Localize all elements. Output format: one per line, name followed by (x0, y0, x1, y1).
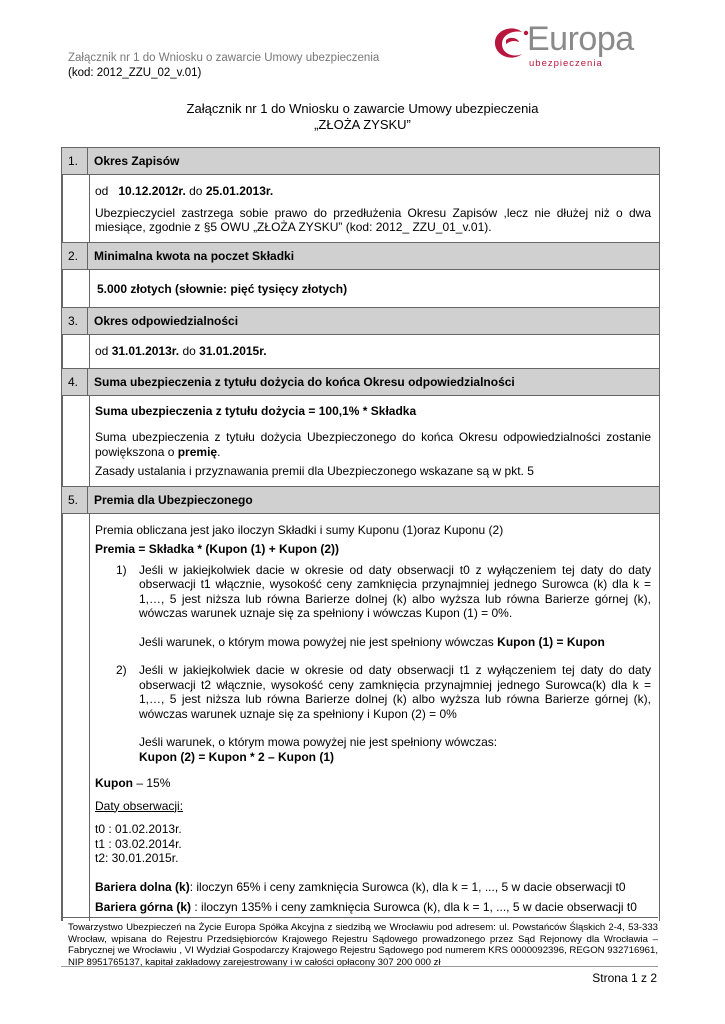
coupon-2-condition: Jeśli w jakiejkolwiek dacie w okresie od daty obserwacji t1 z wyłączeniem tej daty do daty obserwacji t2 włącznie, wysokość ceny zamknięcia przynajmniej jednego Surowca(k) dla k = 1,…, 5 jest niższa lub równa Barierze dolnej (k) albo wyższa lub równa Barierze górnej (k), wówczas warunek uznaje się za spełniony i Kupon (2) = 0% (139, 663, 651, 721)
section-body-2 (62, 270, 659, 309)
section-title: Minimalna kwota na poczet Składki (94, 248, 295, 263)
title-line-1: Załącznik nr 1 do Wniosku o zawarcie Umowy ubezpieczenia (186, 101, 539, 116)
bonus-intro: Premia obliczana jest jako iloczyn Składki i sumy Kuponu (1)oraz Kuponu (2) (95, 522, 504, 537)
section-body-1 (62, 175, 659, 243)
footer-divider (61, 917, 658, 918)
coupon-2-formula: Kupon (2) = Kupon * 2 – Kupon (1) (139, 749, 334, 764)
list-item: 1) Jeśli w jakiejkolwiek dacie w okresie od daty obserwacji t0 z wyłączeniem tej daty do daty obserwacji t1 włącznie, wysokość ceny zamknięcia przynajmniej jednego Surowca (k) dla k = 1,…, 5 jest niższa lub równa Barierze dolnej (k) albo wyższa lub równa Barierze górnej (k), wówczas warunek uznaje się za spełniony i wówczas Kupon (1) = 0%. Jeśli warunek, o którym mowa powyżej nie jest spełniony wówczas Kupon (1) = Kupon (116, 562, 651, 649)
section-number: 2. (62, 243, 88, 269)
coupon-value: Kupon – 15% (95, 776, 171, 790)
lower-barrier: Bariera dolna (k): iloczyn 65% i ceny zamknięcia Surowca (k), dla k = 1, ..., 5 w dacie obserwacji t0 (95, 879, 626, 894)
observation-dates-label: Daty obserwacji: (95, 798, 184, 813)
header-attachment-line: Załącznik nr 1 do Wniosku o zawarcie Umowy ubezpieczenia (68, 52, 380, 64)
bonus-formula: Premia = Składka * (Kupon (1) + Kupon (2)) (95, 542, 340, 556)
coupon-1-else: Jeśli warunek, o którym mowa powyżej nie jest spełniony wówczas Kupon (1) = Kupon (139, 634, 605, 649)
bonus-rules-reference: Zasady ustalania i przyznawania premii dla Ubezpieczonego wskazane są w pkt. 5 (95, 464, 534, 478)
upper-barrier: Bariera górna (k) : iloczyn 135% i ceny zamknięcia Surowca (k), dla k = 1, ..., 5 w dacie obserwacji t0 (95, 900, 637, 914)
section-body-3 (62, 335, 659, 369)
footer-divider-bottom (61, 966, 658, 967)
section-number: 1. (62, 148, 88, 174)
section-title: Okres Zapisów (94, 154, 180, 168)
company-footer: Towarzystwo Ubezpieczeń na Życie Europa Spółka Akcyjna z siedzibą we Wrocławiu pod adresem: ul. Powstańców Śląskich 2-4, 53-333 Wrocław, wpisana do Rejestru Przedsiębiorców Krajowego Rejestru Sądowego prowadzonego przez Sąd Rejonowy dla Wrocławia – Fabrycznej we Wrocławiu , VI Wydział Gospodarczy Krajowego Rejestru Sądowego pod numerem KRS 0000092396, REGON 932716961, NIP 8951765137, kapitał zakładowy zarejestrowany i w całości opłacony 307 200 000 zł (68, 922, 658, 968)
bonus-clause: Suma ubezpieczenia z tytułu dożycia Ubezpieczonego do końca Okresu odpowiedzialności zostanie powiększona o premię. (95, 430, 651, 459)
subscription-period: od 10.12.2012r. do 25.01.2013r. (95, 184, 274, 198)
extension-clause: Ubezpieczyciel zastrzega sobie prawo do przedłużenia Okresu Zapisów ,lecz nie dłużej niż o dwa miesiące, zgodnie z §5 OWU „ZŁOŻA ZYSKU” (kod: 2012_ ZZU_01_v.01). (95, 205, 651, 234)
section-number: 5. (62, 487, 88, 513)
list-item: 2) Jeśli w jakiejkolwiek dacie w okresie od daty obserwacji t1 z wyłączeniem tej daty do daty obserwacji t2 włącznie, wysokość ceny zamknięcia przynajmniej jednego Surowca(k) dla k = 1,…, 5 jest niższa lub równa Barierze dolnej (k) albo wyższa lub równa Barierze górnej (k), wówczas warunek uznaje się za spełniony i Kupon (2) = 0% Jeśli warunek, o którym mowa powyżej nie jest spełniony wówczas: Kupon (2) = Kupon * 2 – Kupon (1) (116, 663, 651, 764)
section-body-5 (62, 514, 659, 921)
europa-logo (492, 20, 657, 72)
date-to: 31.01.2015r. (199, 344, 267, 358)
coupon-2-else-text: Jeśli warunek, o którym mowa powyżej nie jest spełniony wówczas: (139, 735, 498, 749)
title-line-2: „ZŁOŻA ZYSKU” (314, 117, 411, 132)
section-header-1 (62, 148, 659, 175)
logo-wordmark: Europa (527, 20, 634, 58)
coupon-1-condition: Jeśli w jakiejkolwiek dacie w okresie od daty obserwacji t0 z wyłączeniem tej daty do daty obserwacji t1 włącznie, wysokość ceny zamknięcia przynajmniej jednego Surowca (k) dla k = 1,…, 5 jest niższa lub równa Barierze dolnej (k) albo wyższa lub równa Barierze górnej (k), wówczas warunek uznaje się za spełniony i wówczas Kupon (1) = 0%. (139, 562, 651, 620)
europa-swirl-icon (492, 26, 532, 62)
observation-date-t0: t0 : 01.02.2013r. (95, 822, 182, 836)
document-header (68, 51, 379, 81)
header-code-line: (kod: 2012_ZZU_02_v.01) (68, 67, 202, 79)
minimum-amount: 5.000 złotych (słownie: pięć tysięcy złotych) (97, 281, 348, 296)
section-header-4 (62, 369, 659, 396)
section-number: 4. (62, 369, 88, 395)
section-title: Suma ubezpieczenia z tytułu dożycia do końca Okresu odpowiedzialności (94, 374, 515, 389)
document-title (0, 101, 725, 133)
terms-table (61, 147, 660, 921)
section-title: Okres odpowiedzialności (94, 314, 239, 328)
sum-insured-formula: Suma ubezpieczenia z tytułu dożycia = 100,1% * Składka (95, 403, 417, 418)
section-title: Premia dla Ubezpieczonego (94, 492, 253, 507)
section-body-4 (62, 396, 659, 487)
date-from: 31.01.2013r. (111, 344, 180, 358)
date-from: 10.12.2012r. (118, 184, 186, 198)
observation-date-t1: t1 : 03.02.2014r. (95, 836, 182, 851)
observation-date-t2: t2: 30.01.2015r. (95, 851, 179, 865)
date-to: 25.01.2013r. (205, 184, 274, 198)
section-header-2 (62, 243, 659, 270)
section-header-3 (62, 308, 659, 335)
page-number: Strona 1 z 2 (592, 971, 657, 985)
liability-period: od 31.01.2013r. do 31.01.2015r. (95, 344, 267, 358)
logo-subtitle: ubezpieczenia (529, 58, 603, 69)
section-number: 3. (62, 308, 88, 334)
section-header-5 (62, 487, 659, 514)
